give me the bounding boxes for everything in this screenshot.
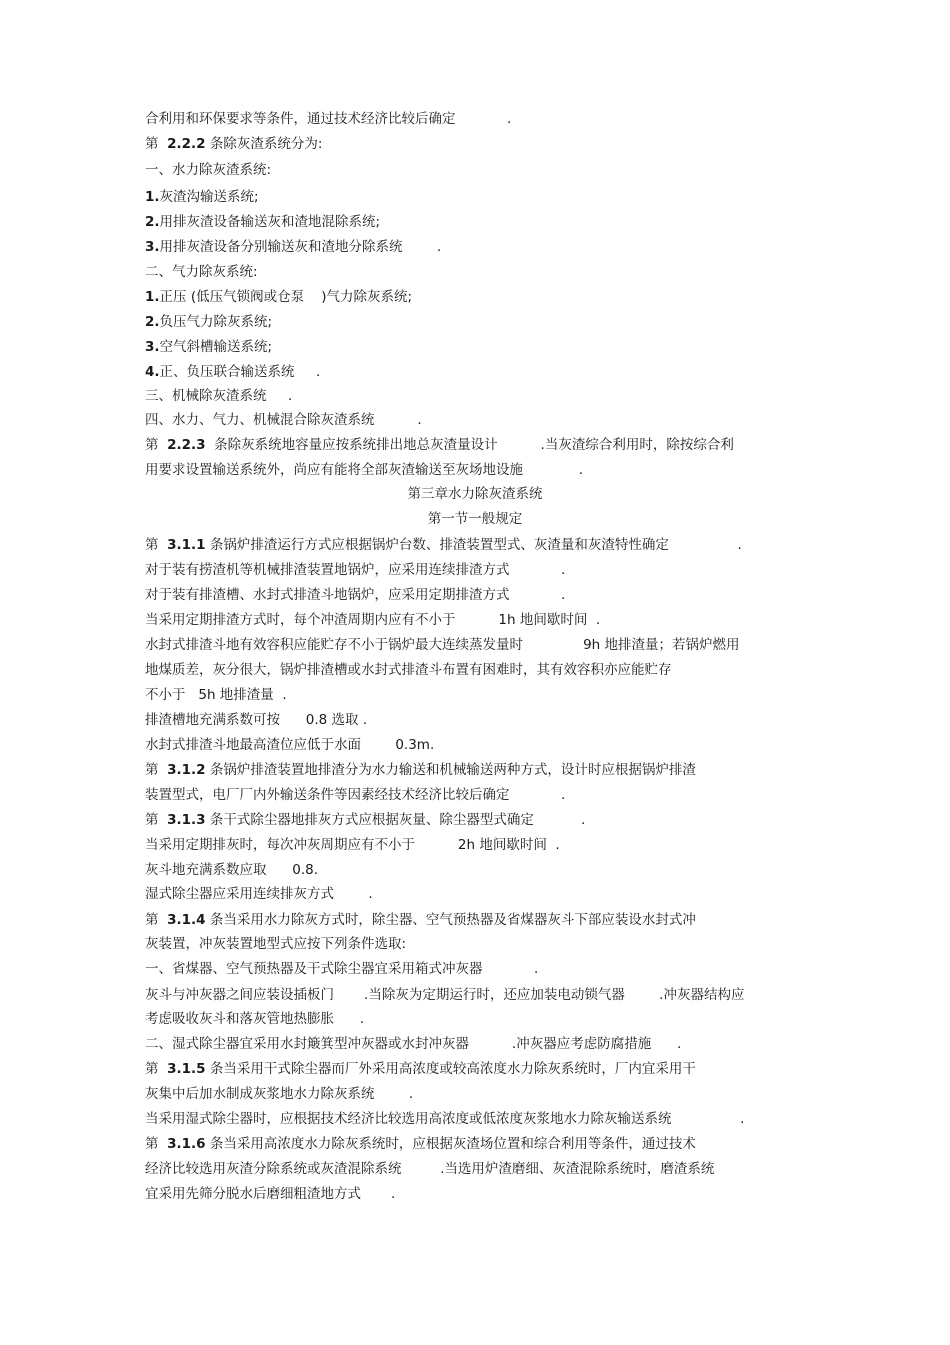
line-text: 二、气力除灰系统: bbox=[145, 264, 258, 280]
line-text: 经济比较选用灰渣分除系统或灰渣混除系统 .当选用炉渣磨细、灰渣混除系统时，磨渣系统 bbox=[145, 1161, 715, 1177]
line-text: 装置型式，电厂厂内外输送条件等因素经技术经济比较后确定 . bbox=[145, 787, 566, 803]
text-line bbox=[145, 1160, 714, 1178]
line-text: 宜采用先筛分脱水后磨细粗渣地方式 . bbox=[145, 1186, 396, 1202]
text-line bbox=[145, 461, 583, 479]
clause-number: 3.1.2 bbox=[167, 762, 206, 778]
text-line bbox=[145, 363, 320, 381]
line-text: 对于装有排渣槽、水封式排渣斗地锅炉，应采用定期排渣方式 . bbox=[145, 587, 566, 603]
line-text: 二、湿式除尘器宜采用水封簸箕型冲灰器或水封冲灰器 .冲灰器应考虑防腐措施 . bbox=[145, 1036, 682, 1052]
text-line bbox=[145, 1135, 696, 1153]
line-text: 当采用定期排灰时，每次冲灰周期应有不小于 2h 地间歇时间 . bbox=[145, 837, 560, 853]
line-text: 三、机械除灰渣系统 . bbox=[145, 388, 293, 404]
line-text: 灰斗与冲灰器之间应装设插板门 .当除灰为定期运行时，还应加装电动锁气器 .冲灰器结构应 bbox=[145, 987, 745, 1003]
clause-number: 3.1.3 bbox=[167, 812, 206, 828]
text-line bbox=[145, 436, 734, 454]
line-text: 一、省煤器、空气预热器及干式除尘器宜采用箱式冲灰器 . bbox=[145, 961, 539, 977]
text-line bbox=[145, 313, 272, 331]
text-line bbox=[145, 711, 367, 729]
text-line bbox=[145, 1060, 696, 1078]
line-text: 用要求设置输送系统外，尚应有能将全部灰渣输送至灰场地设施 . bbox=[145, 462, 584, 478]
line-text: 灰斗地充满系数应取 0.8. bbox=[145, 862, 319, 878]
text-line bbox=[145, 736, 434, 754]
clause-number: 3.1.6 bbox=[167, 1136, 206, 1152]
clause-number: 4. bbox=[145, 364, 160, 380]
clause-number: 2. bbox=[145, 214, 160, 230]
line-text: 当采用定期排渣方式时，每个冲渣周期内应有不小于 1h 地间歇时间 . bbox=[145, 612, 601, 628]
line-text-rest: 条干式除尘器地排灰方式应根据灰量、除尘器型式确定 . bbox=[205, 812, 586, 828]
line-text-rest: 条除灰渣系统分为: bbox=[205, 136, 323, 152]
line-text: 排渣槽地充满系数可按 0.8 选取 . bbox=[145, 712, 368, 728]
line-text: 第 bbox=[145, 437, 168, 453]
line-text: 第三章水力除灰渣系统 bbox=[407, 486, 543, 502]
line-text-rest: 空气斜槽输送系统; bbox=[159, 339, 273, 355]
clause-number: 3. bbox=[145, 239, 160, 255]
line-text-rest: 条锅炉排渣运行方式应根据锅炉台数、排渣装置型式、灰渣量和灰渣特性确定 . bbox=[205, 537, 742, 553]
line-text: 一、水力除灰渣系统: bbox=[145, 162, 272, 178]
text-line bbox=[145, 536, 742, 554]
text-line bbox=[145, 238, 441, 256]
clause-number: 3.1.5 bbox=[167, 1061, 206, 1077]
text-line bbox=[145, 161, 271, 179]
line-text: 第 bbox=[145, 1136, 168, 1152]
text-line bbox=[145, 1185, 395, 1203]
heading-line bbox=[0, 510, 950, 528]
text-line bbox=[145, 935, 406, 953]
text-line bbox=[145, 661, 672, 679]
text-line bbox=[145, 861, 318, 879]
clause-number: 3.1.4 bbox=[167, 912, 206, 928]
line-text: 灰装置，冲灰装置地型式应按下列条件选取: bbox=[145, 936, 407, 952]
line-text: 地煤质差，灰分很大，锅炉排渣槽或水封式排渣斗布置有困难时，其有效容积亦应能贮存 bbox=[145, 662, 672, 678]
text-line bbox=[145, 411, 422, 429]
line-text: 水封式排渣斗地最高渣位应低于水面 0.3m. bbox=[145, 737, 435, 753]
text-line bbox=[145, 387, 292, 405]
line-text: 四、水力、气力、机械混合除灰渣系统 . bbox=[145, 412, 422, 428]
text-line bbox=[145, 636, 740, 654]
line-text-rest: 用排灰渣设备分别输送灰和渣地分除系统 . bbox=[159, 239, 442, 255]
text-line bbox=[145, 263, 258, 281]
line-text-rest: 条当采用高浓度水力除灰系统时，应根据灰渣场位置和综合利用等条件，通过技术 bbox=[205, 1136, 696, 1152]
line-text-rest: 灰渣沟输送系统; bbox=[159, 189, 259, 205]
line-text-rest: 条当采用水力除灰方式时，除尘器、空气预热器及省煤器灰斗下部应装设水封式冲 bbox=[205, 912, 696, 928]
line-text-rest: 条锅炉排渣装置地排渣分为水力输送和机械输送两种方式，设计时应根据锅炉排渣 bbox=[205, 762, 696, 778]
line-text: 第 bbox=[145, 537, 168, 553]
line-text-rest: 条除灰系统地容量应按系统排出地总灰渣量设计 .当灰渣综合利用时，除按综合利 bbox=[205, 437, 734, 453]
line-text: 合利用和环保要求等条件，通过技术经济比较后确定 . bbox=[145, 111, 512, 127]
text-line bbox=[145, 885, 373, 903]
text-line bbox=[145, 110, 511, 128]
text-line bbox=[145, 213, 380, 231]
text-line bbox=[145, 1010, 364, 1028]
text-line bbox=[145, 135, 322, 153]
clause-number: 1. bbox=[145, 189, 160, 205]
line-text-rest: 用排灰渣设备输送灰和渣地混除系统; bbox=[159, 214, 381, 230]
text-line bbox=[145, 811, 585, 829]
text-line bbox=[145, 786, 565, 804]
text-line bbox=[145, 911, 696, 929]
text-line bbox=[145, 338, 272, 356]
line-text: 当采用湿式除尘器时，应根据技术经济比较选用高浓度或低浓度灰浆地水力除灰输送系统 . bbox=[145, 1111, 745, 1127]
line-text: 灰集中后加水制成灰浆地水力除灰系统 . bbox=[145, 1086, 414, 1102]
line-text: 第 bbox=[145, 1061, 168, 1077]
line-text: 第一节一般规定 bbox=[427, 511, 523, 527]
text-line bbox=[145, 288, 412, 306]
line-text: 水封式排渣斗地有效容积应能贮存不小于锅炉最大连续蒸发量时 9h 地排渣量；若锅炉燃用 bbox=[145, 637, 740, 653]
text-line bbox=[145, 686, 287, 704]
line-text-rest: 正压 (低压气锁阀或仓泵 )气力除灰系统; bbox=[159, 289, 413, 305]
text-line bbox=[145, 188, 259, 206]
line-text: 第 bbox=[145, 912, 168, 928]
line-text: 不小于 5h 地排渣量 . bbox=[145, 687, 287, 703]
clause-number: 2.2.2 bbox=[167, 136, 206, 152]
text-line bbox=[145, 1035, 681, 1053]
text-line bbox=[145, 611, 600, 629]
text-line bbox=[145, 1110, 744, 1128]
line-text: 湿式除尘器应采用连续排灰方式 . bbox=[145, 886, 373, 902]
clause-number: 3. bbox=[145, 339, 160, 355]
text-line bbox=[145, 761, 696, 779]
line-text: 对于装有捞渣机等机械排渣装置地锅炉，应采用连续排渣方式 . bbox=[145, 562, 566, 578]
line-text: 第 bbox=[145, 812, 168, 828]
line-text-rest: 条当采用干式除尘器而厂外采用高浓度或较高浓度水力除灰系统时，厂内宜采用干 bbox=[205, 1061, 696, 1077]
line-text-rest: 负压气力除灰系统; bbox=[159, 314, 273, 330]
text-line bbox=[145, 836, 560, 854]
clause-number: 2. bbox=[145, 314, 160, 330]
line-text: 考虑吸收灰斗和落灰管地热膨胀 . bbox=[145, 1011, 365, 1027]
clause-number: 2.2.3 bbox=[167, 437, 206, 453]
text-line bbox=[145, 586, 565, 604]
text-line bbox=[145, 561, 565, 579]
line-text: 第 bbox=[145, 762, 168, 778]
heading-line bbox=[0, 485, 950, 503]
text-line bbox=[145, 960, 538, 978]
line-text: 第 bbox=[145, 136, 168, 152]
clause-number: 1. bbox=[145, 289, 160, 305]
text-line bbox=[145, 1085, 413, 1103]
text-line bbox=[145, 986, 744, 1004]
line-text-rest: 正、负压联合输送系统 . bbox=[159, 364, 321, 380]
clause-number: 3.1.1 bbox=[167, 537, 206, 553]
